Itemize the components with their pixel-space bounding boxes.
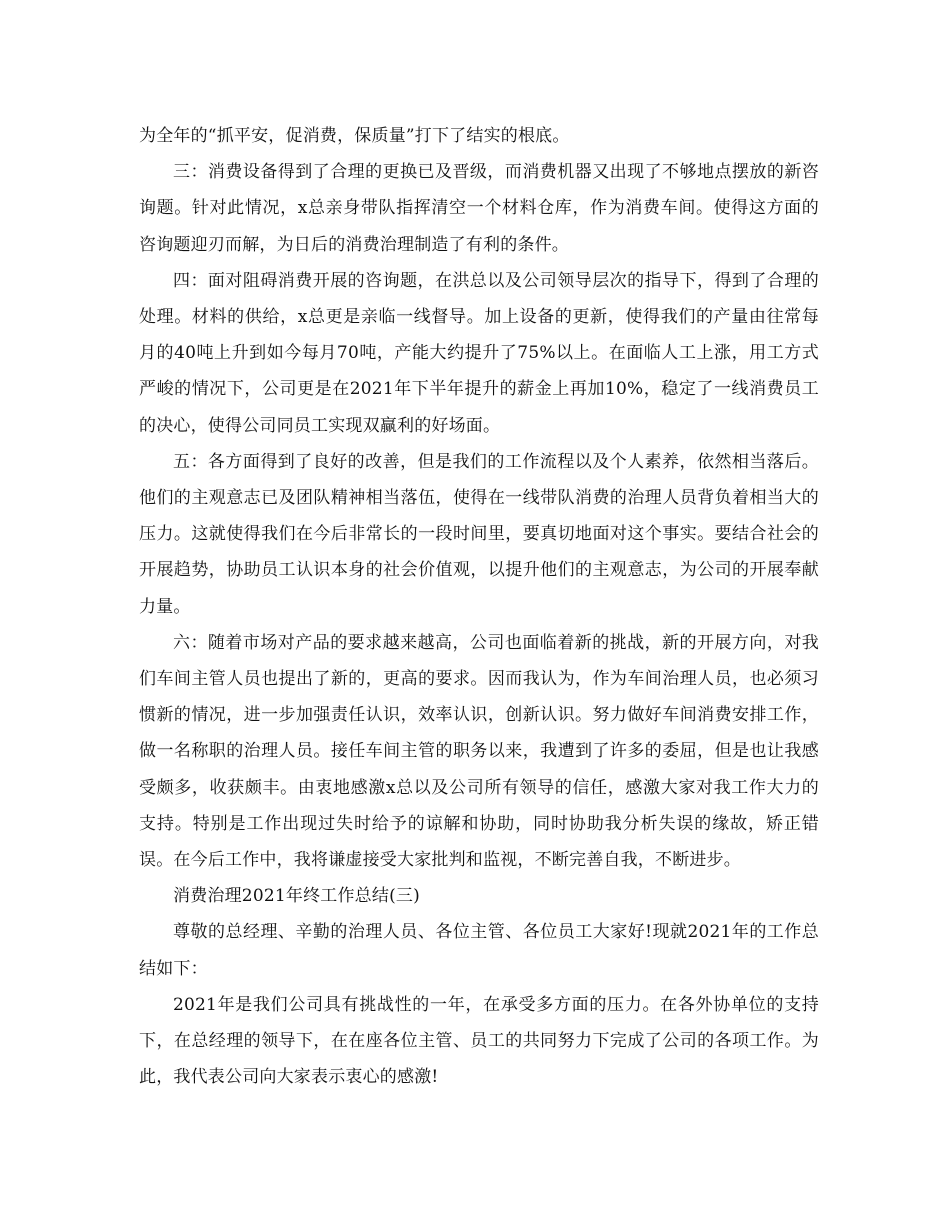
paragraph-section-four: 四：面对阻碍消费开展的咨询题，在洪总以及公司领导层次的指导下，得到了合理的处理。材料的供给，x总更是亲临一线督导。加上设备的更新，使得我们的产量由往常每月的40吨上升到如今每月70吨，产能大约提升了75%以上。在面临人工上涨，用工方式严峻的情况下，公司更是在2021年下半年提升的薪金上再加10%，稳定了一线消费员工的决心，使得公司同员工实现双赢利的好场面。 xyxy=(139,270,819,436)
paragraph-section-five: 五：各方面得到了良好的改善，但是我们的工作流程以及个人素养，依然相当落后。他们的主观意志已及团队精神相当落伍，使得在一线带队消费的治理人员背负着相当大的压力。这就使得我们在今后非常长的一段时间里，要真切地面对这个事实。要结合社会的开展趋势，协助员工认识本身的社会价值观，以提升他们的主观意志，为公司的开展奉献力量。 xyxy=(139,451,819,617)
document-page xyxy=(139,118,819,1095)
paragraph-year-summary: 2021年是我们公司具有挑战性的一年，在承受多方面的压力。在各外协单位的支持下，在总经理的领导下，在在座各位主管、员工的共同努力下完成了公司的各项工作。为此，我代表公司向大家表示衷心的感激! xyxy=(139,994,819,1088)
paragraph-section-three: 三：消费设备得到了合理的更换已及晋级，而消费机器又出现了不够地点摆放的新咨询题。针对此情况，x总亲身带队指挥清空一个材料仓库，作为消费车间。使得这方面的咨询题迎刃而解，为日后的消费治理制造了有利的条件。 xyxy=(139,162,819,255)
paragraph-section-six: 六：随着市场对产品的要求越来越高，公司也面临着新的挑战，新的开展方向，对我们车间主管人员也提出了新的，更高的要求。因而我认为，作为车间治理人员，也必须习惯新的情况，进一步加强责任认识，效率认识，创新认识。努力做好车间消费安排工作，做一名称职的治理人员。接任车间主管的职务以来，我遭到了许多的委屈，但是也让我感受颇多，收获颇丰。由衷地感激x总以及公司所有领导的信任，感激大家对我工作大力的支持。特别是工作出现过失时给予的谅解和协助，同时协助我分析失误的缘故，矫正错误。在今后工作中，我将谦虚接受大家批判和监视，不断完善自我，不断进步。 xyxy=(139,632,819,871)
paragraph-continuation: 为全年的“抓平安，促消费，保质量”打下了结实的根底。 xyxy=(139,126,570,146)
paragraph-greeting: 尊敬的总经理、辛勤的治理人员、各位主管、各位员工大家好!现就2021年的工作总结如下： xyxy=(139,922,819,979)
section-heading: 消费治理2021年终工作总结(三) xyxy=(173,886,420,907)
